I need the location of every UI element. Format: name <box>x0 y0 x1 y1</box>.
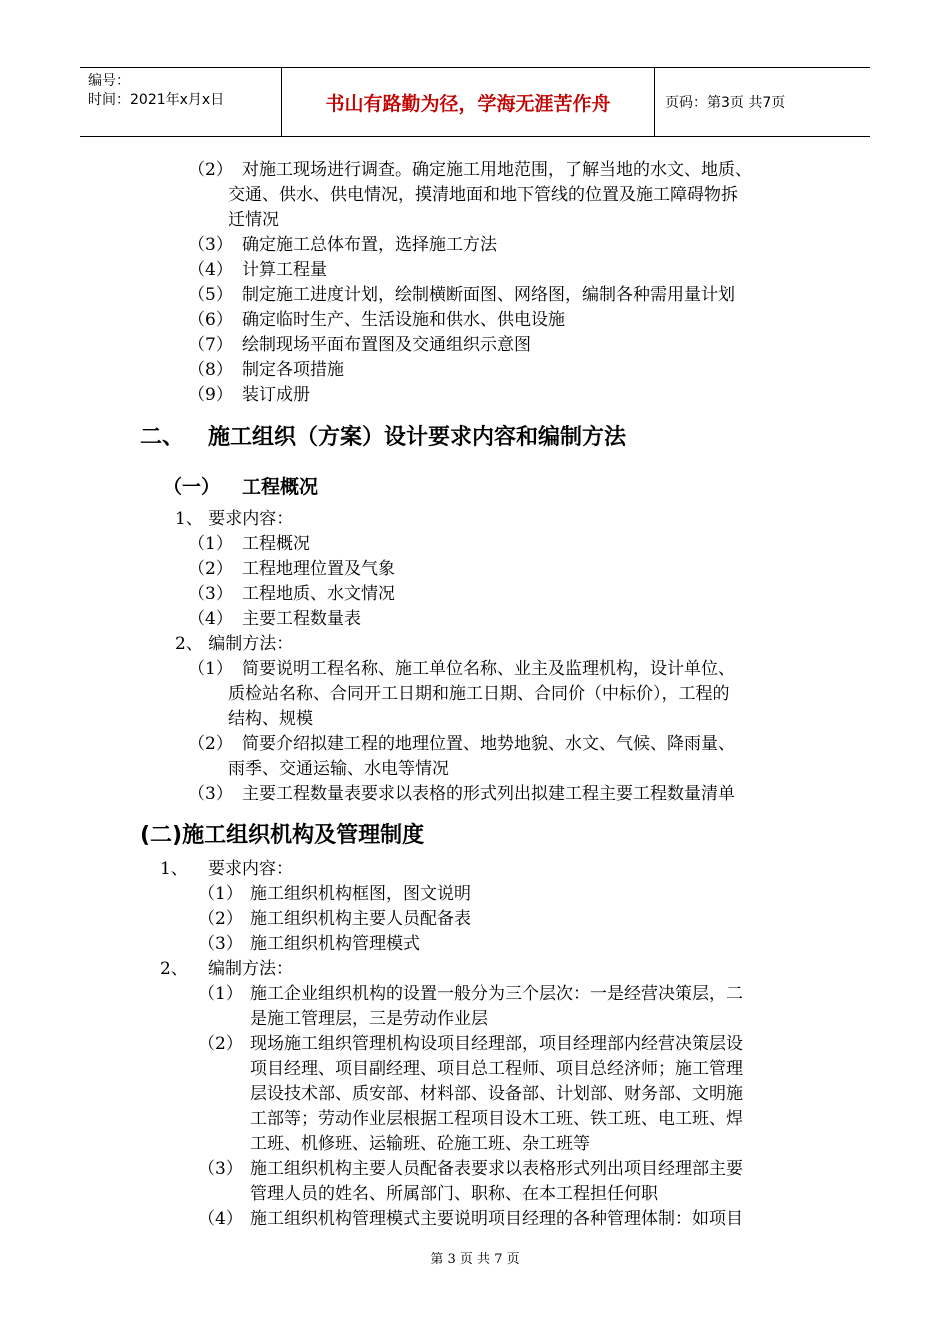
list-item-text: 层设技术部、质安部、材料部、设备部、计划部、财务部、文明施 <box>250 1084 743 1104</box>
list-item-text: 雨季、交通运输、水电等情况 <box>228 759 449 779</box>
list-item-number: （3） <box>198 1159 243 1179</box>
list-item-text: 项目经理、项目副经理、项目总工程师、项目总经济师；施工管理 <box>250 1059 743 1079</box>
subsection-label: 要求内容： <box>208 859 293 879</box>
list-item-number: （3） <box>188 584 233 604</box>
list-item-text: 确定施工总体布置，选择施工方法 <box>242 235 497 255</box>
list-item-text: 是施工管理层，三是劳动作业层 <box>250 1009 488 1029</box>
list-item-number: （1） <box>198 984 243 1004</box>
subsection-label: 编制方法： <box>208 959 293 979</box>
header-meta <box>80 68 282 136</box>
list-item-number: （7） <box>188 335 233 355</box>
list-item-text: 绘制现场平面布置图及交通组织示意图 <box>242 335 531 355</box>
list-item-text: 迁情况 <box>228 210 279 230</box>
subsection-title: 工程概况 <box>242 476 319 498</box>
list-item-text: 工班、机修班、运输班、砼施工班、杂工班等 <box>250 1134 590 1154</box>
list-item-text: 计算工程量 <box>242 260 327 280</box>
list-item-number: （4） <box>188 260 233 280</box>
list-item-number: （2） <box>198 909 243 929</box>
list-item-text: 施工组织机构管理模式主要说明项目经理的各种管理体制：如项目 <box>250 1209 743 1229</box>
subsection-label: 2、 编制方法： <box>175 634 294 654</box>
list-item-number: （2） <box>188 160 233 180</box>
list-item-text: 施工企业组织机构的设置一般分为三个层次：一是经营决策层，二 <box>250 984 743 1004</box>
list-item-number: （8） <box>188 360 233 380</box>
list-item-number: （4） <box>188 609 233 629</box>
page-footer: 第 3 页 共 7 页 <box>430 1252 520 1267</box>
header-page-info: 页码：第3页 共7页 <box>665 95 786 111</box>
list-item-text: 施工组织机构框图，图文说明 <box>250 884 471 904</box>
list-label-number: 1、 <box>160 859 188 879</box>
list-item-text: 现场施工组织管理机构设项目经理部，项目经理部内经营决策层设 <box>250 1034 743 1054</box>
section-heading-number: 二、 <box>140 425 185 450</box>
list-item-text: 交通、供水、供电情况，摸清地面和地下管线的位置及施工障碍物拆 <box>228 185 738 205</box>
list-item-number: （3） <box>188 235 233 255</box>
list-item-text: 结构、规模 <box>228 709 313 729</box>
subsection-number: （一） <box>163 476 221 498</box>
list-item-number: （3） <box>198 934 243 954</box>
list-item-text: 对施工现场进行调查。确定施工用地范围，了解当地的水文、地质、 <box>242 160 752 180</box>
list-item-text: 工程地理位置及气象 <box>242 559 395 579</box>
list-item-text: 制定施工进度计划，绘制横断面图、网络图，编制各种需用量计划 <box>242 285 735 305</box>
list-item-text: 管理人员的姓名、所属部门、职称、在本工程担任何职 <box>250 1184 658 1204</box>
list-item-text: 工程概况 <box>242 534 310 554</box>
subsection-title: (二)施工组织机构及管理制度 <box>140 823 425 848</box>
page-header <box>80 67 870 137</box>
list-item-text: 简要介绍拟建工程的地理位置、地势地貌、水文、气候、降雨量、 <box>242 734 735 754</box>
number-label: 编号： <box>88 73 130 89</box>
list-item-number: （5） <box>188 285 233 305</box>
list-item-text: 施工组织机构主要人员配备表 <box>250 909 471 929</box>
time-label: 时间：2021年x月x日 <box>88 92 225 108</box>
list-item-number: （1） <box>188 534 233 554</box>
list-item-text: 施工组织机构主要人员配备表要求以表格形式列出项目经理部主要 <box>250 1159 743 1179</box>
list-item-text: 简要说明工程名称、施工单位名称、业主及监理机构，设计单位、 <box>242 659 735 679</box>
list-item-number: （9） <box>188 385 233 405</box>
list-item-text: 确定临时生产、生活设施和供水、供电设施 <box>242 310 565 330</box>
list-label-number: 2、 <box>160 959 188 979</box>
list-item-number: （1） <box>198 884 243 904</box>
header-motto: 书山有路勤为径，学海无涯苦作舟 <box>282 68 655 136</box>
list-item-number: （6） <box>188 310 233 330</box>
list-item-number: （1） <box>188 659 233 679</box>
list-item-text: 施工组织机构管理模式 <box>250 934 420 954</box>
list-item-number: （2） <box>198 1034 243 1054</box>
list-item-text: 制定各项措施 <box>242 360 344 380</box>
list-item-number: （3） <box>188 784 233 804</box>
list-item-text: 工程地质、水文情况 <box>242 584 395 604</box>
list-item-text: 主要工程数量表要求以表格的形式列出拟建工程主要工程数量清单 <box>242 784 735 804</box>
list-item-text: 装订成册 <box>242 385 310 405</box>
list-item-number: （2） <box>188 734 233 754</box>
list-item-number: （2） <box>188 559 233 579</box>
list-item-number: （4） <box>198 1209 243 1229</box>
section-heading-title: 施工组织（方案）设计要求内容和编制方法 <box>208 425 627 450</box>
list-item-text: 质检站名称、合同开工日期和施工日期、合同价（中标价），工程的 <box>228 684 730 704</box>
list-item-text: 主要工程数量表 <box>242 609 361 629</box>
subsection-label: 1、 要求内容： <box>175 509 294 529</box>
list-item-text: 工部等；劳动作业层根据工程项目设木工班、铁工班、电工班、焊 <box>250 1109 743 1129</box>
